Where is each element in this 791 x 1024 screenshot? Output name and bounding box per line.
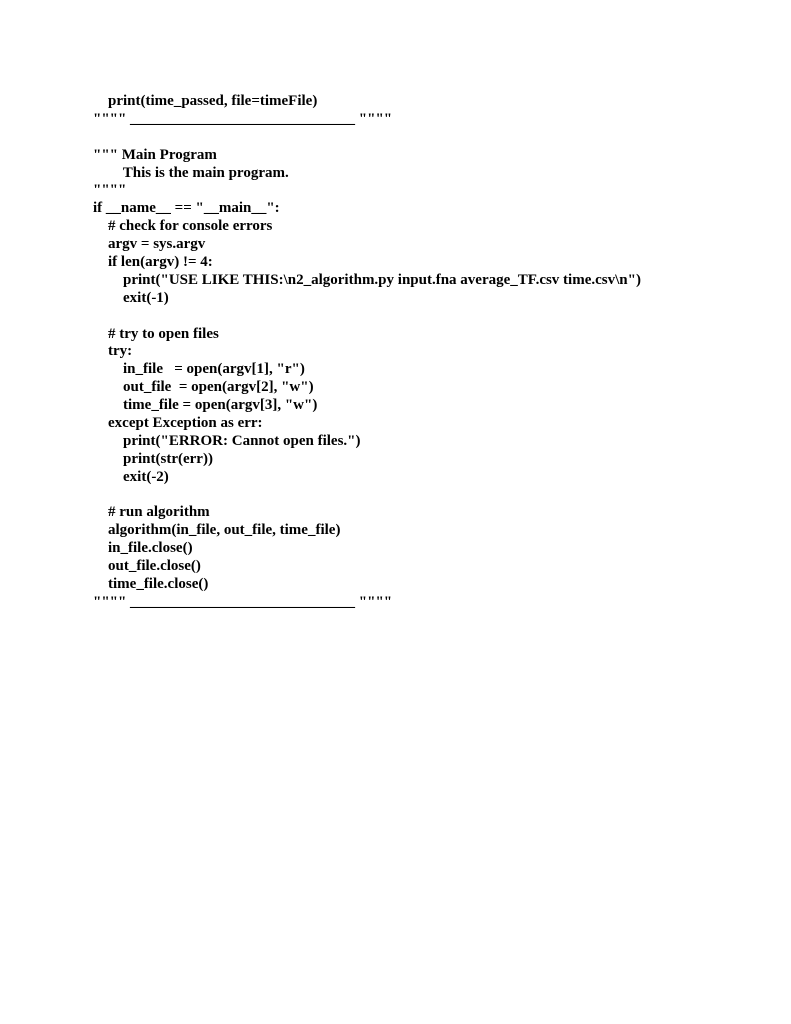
- code-line: in_file.close(): [93, 540, 193, 557]
- code-line: exit(-2): [93, 468, 169, 485]
- code-line: algorithm(in_file, out_file, time_file): [93, 522, 341, 539]
- code-line: """": [93, 182, 127, 199]
- code-line: out_file = open(argv[2], "w"): [93, 379, 314, 396]
- code-line: """" ______________________________ """": [93, 593, 393, 610]
- code-line: time_file.close(): [93, 576, 209, 593]
- code-line: """" ______________________________ """": [93, 110, 393, 127]
- code-line: print(str(err)): [93, 450, 213, 467]
- code-line: if __name__ == "__main__":: [93, 200, 280, 217]
- code-line: if len(argv) != 4:: [93, 254, 213, 271]
- code-line: # check for console errors: [93, 218, 273, 235]
- code-line: This is the main program.: [93, 164, 289, 181]
- code-line: print("ERROR: Cannot open files."): [93, 432, 361, 449]
- code-line: # try to open files: [93, 325, 219, 342]
- code-line: print(time_passed, file=timeFile): [93, 93, 318, 109]
- code-line: try:: [93, 343, 133, 360]
- code-line: in_file = open(argv[1], "r"): [93, 361, 305, 378]
- code-listing: [93, 93, 641, 612]
- code-line: print("USE LIKE THIS:\n2_algorithm.py input.fna average_TF.csv time.csv\n"): [93, 271, 641, 288]
- code-line: # run algorithm: [93, 504, 210, 521]
- code-line: time_file = open(argv[3], "w"): [93, 397, 318, 414]
- code-line: [93, 129, 641, 147]
- code-line: """ Main Program: [93, 146, 217, 163]
- code-line: argv = sys.argv: [93, 236, 206, 253]
- code-line: exit(-1): [93, 289, 169, 306]
- code-line: [93, 487, 641, 505]
- code-line: [93, 308, 641, 326]
- code-line: out_file.close(): [93, 558, 201, 575]
- code-line: except Exception as err:: [93, 415, 263, 432]
